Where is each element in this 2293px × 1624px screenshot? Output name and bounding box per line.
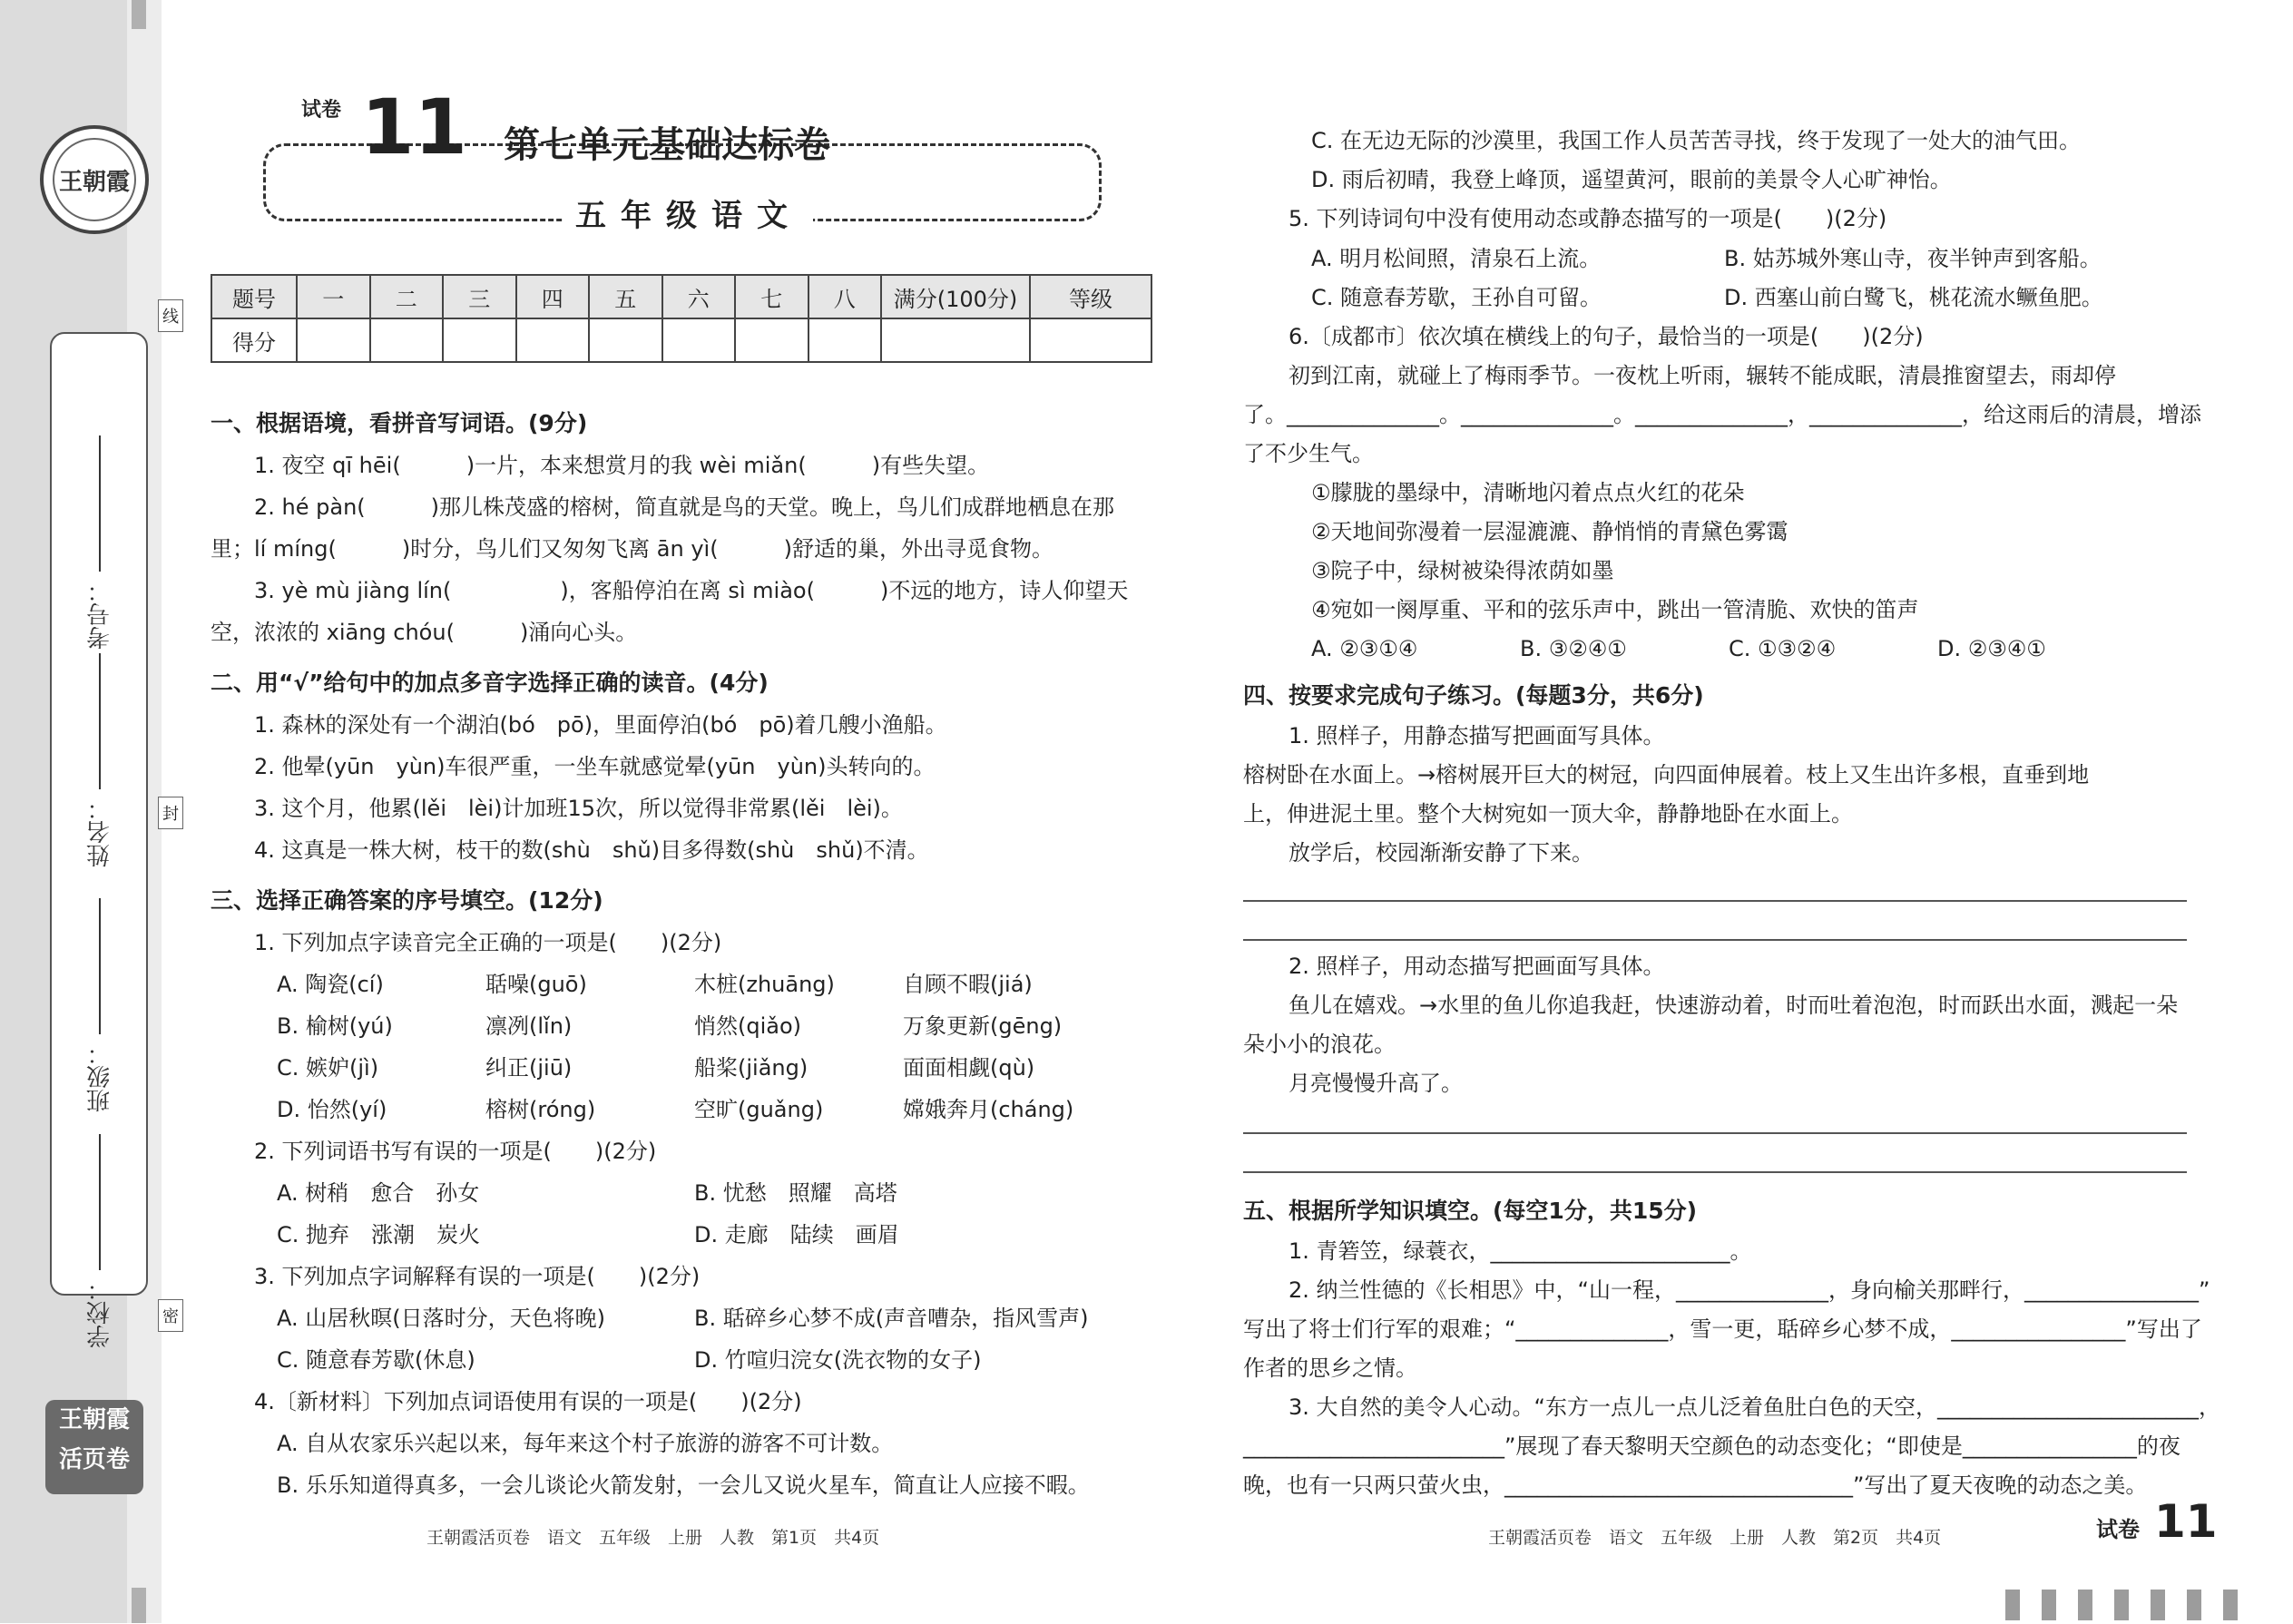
score-header-cell: 四	[516, 275, 590, 318]
bottom-marker	[132, 1588, 146, 1623]
answer-line[interactable]	[1243, 1171, 2187, 1173]
section-1-title: 一、根据语境，看拼音写词语。(9分)	[211, 410, 588, 436]
page-badge: 试卷	[2096, 1517, 2140, 1542]
s3-q3: 3. 下列加点字词解释有误的一项是( )(2分)	[254, 1264, 701, 1289]
s5-q2: 2. 纳兰性德的《长相思》中，“山一程，______________，身向榆关那畔行，________________”	[1289, 1277, 2210, 1303]
seal-text: 王朝霞	[53, 138, 136, 221]
school-label: 学校：	[86, 1277, 114, 1348]
score-header-cell: 七	[735, 275, 808, 318]
score-cell[interactable]	[1030, 318, 1151, 362]
answer-line[interactable]	[1243, 939, 2187, 941]
s3-q6-item: ①朦胧的墨绿中，清晰地闪着点点火红的花朵	[1311, 480, 1745, 505]
s3-q2-opt: A. 树稍 愈合 孙女	[277, 1180, 480, 1206]
s3-q6-opt: A. ②③①④	[1311, 636, 1418, 661]
score-cell[interactable]	[443, 318, 516, 362]
score-cell[interactable]	[735, 318, 808, 362]
s5-q3: 晚，也有一只两只萤火虫，________________________________”写出了夏天夜晚的动态之美。	[1243, 1472, 2148, 1498]
s4-q2: 2. 照样子，用动态描写把画面写具体。	[1289, 954, 1665, 979]
brand-logo	[45, 1400, 143, 1494]
s3-q1-opt: 悄然(qiǎo)	[694, 1013, 802, 1039]
s3-q6-item: ④宛如一阕厚重、平和的弦乐声中，跳出一管清脆、欢快的笛声	[1311, 597, 1919, 622]
score-header-cell: 二	[370, 275, 444, 318]
s4-q1-example: 上，伸进泥土里。整个大树宛如一顶大伞，静静地卧在水面上。	[1243, 801, 1853, 827]
s3-q6-opt: D. ②③④①	[1937, 636, 2046, 661]
school-field[interactable]	[64, 1134, 136, 1348]
stripe	[2151, 1590, 2165, 1620]
s3-q5-opt: B. 姑苏城外寒山寺，夜半钟声到客船。	[1724, 246, 2102, 271]
top-marker	[132, 0, 146, 29]
score-row-label: 得分	[211, 318, 297, 362]
s3-q1-opt: 自顾不暇(jiá)	[903, 972, 1033, 997]
stripe	[2223, 1590, 2238, 1620]
s3-q1: 1. 下列加点字读音完全正确的一项是( )(2分)	[254, 930, 722, 955]
section-5-title: 五、根据所学知识填空。(每空1分，共15分)	[1243, 1198, 1698, 1224]
s4-q1-example: 榕树卧在水面上。→榕树展开巨大的树冠，向四面伸展着。枝上又生出许多根，直垂到地	[1243, 762, 2090, 788]
s3-q4-opt-c: C. 在无边无际的沙漠里，我国工作人员苦苦寻找，终于发现了一处大的油气田。	[1311, 128, 2082, 153]
score-cell[interactable]	[516, 318, 590, 362]
s5-q1: 1. 青箬笠，绿蓑衣，______________________。	[1289, 1238, 1752, 1264]
score-header-cell: 满分(100分)	[881, 275, 1030, 318]
stripe	[2005, 1590, 2020, 1620]
score-cell[interactable]	[662, 318, 736, 362]
s3-q3-opt: D. 竹喧归浣女(洗衣物的女子)	[694, 1347, 982, 1373]
paper-badge: 试卷	[301, 99, 342, 122]
s3-q2-opt: D. 走廊 陆续 画眉	[694, 1222, 899, 1247]
s3-q1-opt: 纠正(jiū)	[485, 1055, 573, 1081]
page-footer-left: 王朝霞活页卷 语文 五年级 上册 人教 第1页 共4页	[426, 1528, 880, 1548]
s3-q4-opt-a: A. 自从农家乐兴起以来，每年来这个村子旅游的游客不可计数。	[277, 1431, 894, 1456]
decorative-stripes	[2005, 1590, 2259, 1620]
stripe	[2078, 1590, 2092, 1620]
s3-q2: 2. 下列词语书写有误的一项是( )(2分)	[254, 1139, 657, 1164]
s3-q3-opt: B. 聒碎乡心梦不成(声音嘈杂，指风雪声)	[694, 1306, 1089, 1331]
paper-number: 11	[361, 83, 467, 171]
s4-q2-example: 朵小小的浪花。	[1243, 1032, 1396, 1057]
s3-q1-opt: 榕树(róng)	[485, 1097, 596, 1122]
section-2-title: 二、用“√”给句中的加点多音字选择正确的读音。(4分)	[211, 670, 769, 696]
s2-q3: 3. 这个月，他累(lěi lèi)计加班15次，所以觉得非常累(lěi lèi)。	[254, 796, 903, 821]
s3-q6: 6.〔成都市〕依次填在横线上的句子，最恰当的一项是( )(2分)	[1289, 324, 1924, 349]
score-header-cell: 八	[808, 275, 882, 318]
name-label: 姓名：	[86, 797, 114, 867]
s3-q6-opt: B. ③②④①	[1520, 636, 1627, 661]
s3-q1-opt: 船桨(jiǎng)	[694, 1055, 808, 1081]
score-cell[interactable]	[881, 318, 1030, 362]
score-header-row	[211, 275, 1151, 318]
brand-bottom: 活页卷	[58, 1446, 130, 1473]
s3-q5-opt: D. 西塞山前白鹭飞，桃花流水鳜鱼肥。	[1724, 285, 2103, 310]
s3-q6-passage: 了不少生气。	[1243, 441, 1374, 466]
exam-number-label: 考号：	[86, 579, 114, 650]
s3-q4-opt-b: B. 乐乐知道得真多，一会儿谈论火箭发射，一会儿又说火星车，简直让人应接不暇。	[277, 1472, 1090, 1498]
score-cell[interactable]	[297, 318, 370, 362]
score-header-cell: 题号	[211, 275, 297, 318]
s3-q6-item: ③院子中，绿树被染得浓荫如墨	[1311, 558, 1614, 583]
s3-q5: 5. 下列诗词句中没有使用动态或静态描写的一项是( )(2分)	[1289, 206, 1887, 231]
s3-q4: 4.〔新材料〕下列加点词语使用有误的一项是( )(2分)	[254, 1389, 802, 1414]
s5-q3: 3. 大自然的美令人心动。“东方一点儿一点儿泛着鱼肚白色的天空，________________________，	[1289, 1394, 2220, 1420]
s5-q3: ________________________”展现了春天黎明天空颜色的动态变化；“即使是________________的夜	[1243, 1433, 2180, 1459]
stripe	[2187, 1590, 2201, 1620]
page-number: 11	[2154, 1495, 2218, 1548]
s4-q1-task: 放学后，校园渐渐安静了下来。	[1289, 840, 1593, 866]
s5-q2: 写出了将士们行军的艰难；“______________，雪一更，聒碎乡心梦不成，________________”写出了	[1243, 1316, 2202, 1342]
s5-q2: 作者的思乡之情。	[1243, 1355, 1417, 1381]
s2-q2: 2. 他晕(yūn yùn)车很严重，一坐车就感觉晕(yūn yùn)头转向的。	[254, 754, 936, 779]
s3-q1-opt: 面面相觑(qù)	[903, 1055, 1035, 1081]
class-field[interactable]	[64, 898, 136, 1112]
score-header-cell: 五	[589, 275, 662, 318]
s3-q1-opt: B. 榆树(yú)	[277, 1013, 393, 1039]
s4-q2-task: 月亮慢慢升高了。	[1289, 1071, 1463, 1096]
section-3-title: 三、选择正确答案的序号填空。(12分)	[211, 887, 603, 914]
stripe	[2114, 1590, 2129, 1620]
section-4-title: 四、按要求完成句子练习。(每题3分，共6分)	[1243, 682, 1704, 709]
s3-q2-opt: C. 抛弃 涨潮 炭火	[277, 1222, 481, 1247]
page-title: 第七单元基础达标卷	[504, 124, 830, 166]
publisher-seal	[40, 125, 149, 234]
page-footer-right: 王朝霞活页卷 语文 五年级 上册 人教 第2页 共4页	[1488, 1528, 1942, 1548]
exam-number-field[interactable]	[64, 435, 136, 650]
brand-top: 王朝霞	[58, 1406, 130, 1433]
s3-q6-passage: 了。______________。______________。______________，______________，给这雨后的清晨，增添	[1243, 402, 2201, 427]
score-cell[interactable]	[370, 318, 444, 362]
s3-q6-item: ②天地间弥漫着一层湿漉漉、静悄悄的青黛色雾霭	[1311, 519, 1788, 544]
s1-q2b: 里；lí míng( )时分，鸟儿们又匆匆飞离 ān yì( )舒适的巢，外出寻觅食物。	[211, 536, 1053, 562]
s4-q2-example: 鱼儿在嬉戏。→水里的鱼儿你追我赶，快速游动着，时而吐着泡泡，时而跃出水面，溅起一朵	[1289, 993, 2179, 1018]
s3-q1-opt: 聒噪(guō)	[485, 972, 587, 997]
s3-q1-opt: 嫦娥奔月(cháng)	[903, 1097, 1074, 1122]
answer-line[interactable]	[1243, 900, 2187, 902]
binding-mark-line: 线	[158, 299, 183, 332]
s3-q1-opt: D. 怡然(yí)	[277, 1097, 387, 1122]
s3-q6-opt: C. ①③②④	[1729, 636, 1837, 661]
s3-q1-opt: 凛冽(lǐn)	[485, 1013, 573, 1039]
s3-q1-opt: 空旷(guǎng)	[694, 1097, 824, 1122]
score-header-cell: 一	[297, 275, 370, 318]
s1-q1: 1. 夜空 qī hēi( )一片，本来想赏月的我 wèi miǎn( )有些失望。	[254, 453, 990, 478]
binding-mark-seal: 封	[158, 797, 183, 829]
s3-q3-opt: C. 随意春芳歇(休息)	[277, 1347, 475, 1373]
s3-q5-opt: C. 随意春芳歇，王孙自可留。	[1311, 285, 1602, 310]
s3-q1-opt: A. 陶瓷(cí)	[277, 972, 384, 997]
s2-q4: 4. 这真是一株大树，枝干的数(shù shǔ)目多得数(shù shǔ)不清。	[254, 837, 929, 863]
s1-q3b: 空，浓浓的 xiāng chóu( )涌向心头。	[211, 620, 638, 645]
s1-q3a: 3. yè mù jiàng lín( )，客船停泊在离 sì miào( )不远的地方，诗人仰望天	[254, 578, 1129, 603]
score-header-cell: 等级	[1030, 275, 1151, 318]
s4-q1: 1. 照样子，用静态描写把画面写具体。	[1289, 723, 1665, 748]
s3-q2-opt: B. 忧愁 照耀 高塔	[694, 1180, 897, 1206]
s2-q1: 1. 森林的深处有一个湖泊(bó pō)，里面停泊(bó pō)着几艘小渔船。	[254, 712, 947, 738]
score-header-cell: 六	[662, 275, 736, 318]
s3-q6-passage: 初到江南，就碰上了梅雨季节。一夜枕上听雨，辗转不能成眠，清晨推窗望去，雨却停	[1289, 363, 2116, 388]
s1-q2a: 2. hé pàn( )那儿株茂盛的榕树，简直就是鸟的天堂。晚上，鸟儿们成群地栖息在那	[254, 494, 1115, 520]
s3-q3-opt: A. 山居秋暝(日落时分，天色将晚)	[277, 1306, 605, 1331]
s3-q4-opt-d: D. 雨后初晴，我登上峰顶，遥望黄河，眼前的美景令人心旷神怡。	[1311, 167, 1952, 192]
s3-q1-opt: C. 嫉妒(jì)	[277, 1055, 379, 1081]
binding-mark-close: 密	[158, 1299, 183, 1332]
score-cell[interactable]	[589, 318, 662, 362]
score-row	[211, 318, 1151, 362]
score-header-cell: 三	[443, 275, 516, 318]
name-field[interactable]	[64, 653, 136, 867]
class-label: 班级：	[86, 1042, 114, 1112]
score-cell[interactable]	[808, 318, 882, 362]
s3-q1-opt: 万象更新(gēng)	[903, 1013, 1063, 1039]
page-subtitle: 五年级语文	[564, 191, 813, 235]
s3-q5-opt: A. 明月松间照，清泉石上流。	[1311, 246, 1602, 271]
stripe	[2042, 1590, 2056, 1620]
score-table	[211, 274, 1152, 363]
answer-line[interactable]	[1243, 1132, 2187, 1134]
s3-q1-opt: 木桩(zhuāng)	[694, 972, 835, 997]
